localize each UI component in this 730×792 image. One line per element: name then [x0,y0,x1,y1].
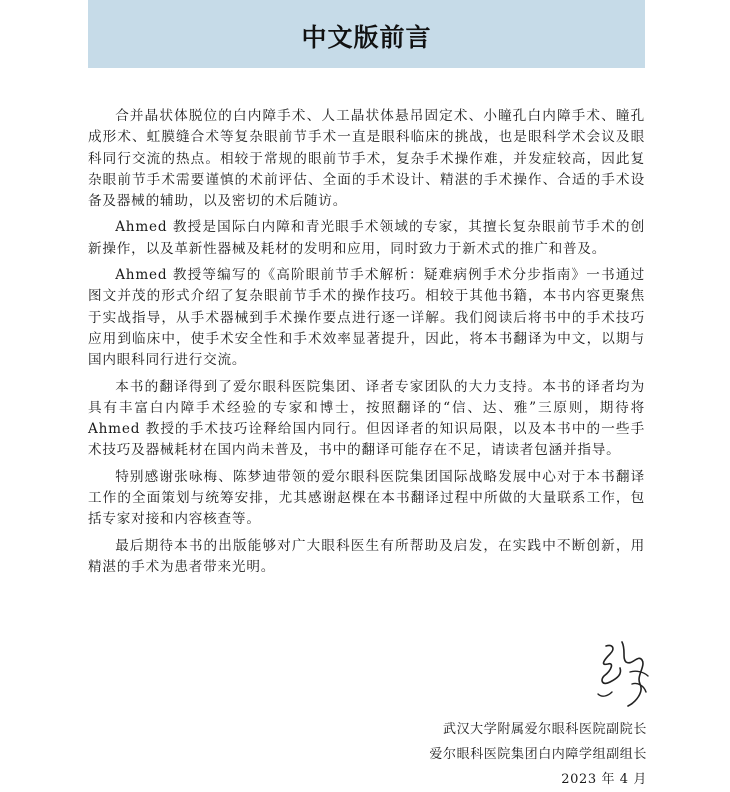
signature-block [429,717,647,792]
affiliation-line-2: 爱尔眼科医院集团白内障学组副组长 [429,747,647,762]
paragraph-5: 特别感谢张咏梅、陈梦迪带领的爱尔眼科医院集团国际战略发展中心对于本书翻译工作的全面策划与统筹安排，尤其感谢赵棵在本书翻译过程中所做的大量联系工作，包括专家对接和内容核查等。 [88,468,645,528]
title-banner [88,0,645,68]
page-title: 中文版前言 [301,23,432,52]
paragraph-4: 本书的翻译得到了爱尔眼科医院集团、译者专家团队的大力支持。本书的译者均为具有丰富白内障手术经验的专家和博士，按照翻译的“信、达、雅”三原则，期待将 Ahmed 教授的手术技巧诠释给国内同行。但因译者的知识局限，以及本书中的一些手术技巧及器械耗材在国内尚未普及，书中的翻译可能存在不足，请读者包涵并指导。 [88,378,645,459]
paragraph-1: 合并晶状体脱位的白内障手术、人工晶状体悬吊固定术、小瞳孔白内障手术、瞳孔成形术、虹膜缝合术等复杂眼前节手术一直是眼科临床的挑战，也是眼科学术会议及眼科同行交流的热点。相较于常规的眼前节手术，复杂手术操作难，并发症较高，因此复杂眼前节手术需要谨慎的术前评估、全面的手术设计、精湛的手术操作、合适的手术设备及器械的辅助，以及密切的术后随访。 [88,108,645,210]
preface-body [88,106,645,583]
date-line: 2023 年 4 月 [561,772,647,787]
paragraph-3: Ahmed 教授等编写的《高阶眼前节手术解析：疑难病例手术分步指南》一书通过图文并茂的形式介绍了复杂眼前节手术的操作技巧。相较于其他书籍，本书内容更聚焦于实战指导，从手术器械到手术操作要点进行逐一详解。我们阅读后将书中的手术技巧应用到临床中，使手术安全性和手术效率显著提升，因此，将本书翻译为中文，以期与国内眼科同行进行交流。 [88,267,645,369]
handwritten-signature [592,636,656,714]
paragraph-6: 最后期待本书的出版能够对广大眼科医生有所帮助及启发，在实践中不断创新，用精湛的手术为患者带来光明。 [88,537,645,575]
paragraph-2: Ahmed 教授是国际白内障和青光眼手术领域的专家，其擅长复杂眼前节手术的创新操作，以及革新性器械及耗材的发明和应用，同时致力于新术式的推广和普及。 [88,219,645,257]
affiliation-line-1: 武汉大学附属爱尔眼科医院副院长 [442,722,647,737]
